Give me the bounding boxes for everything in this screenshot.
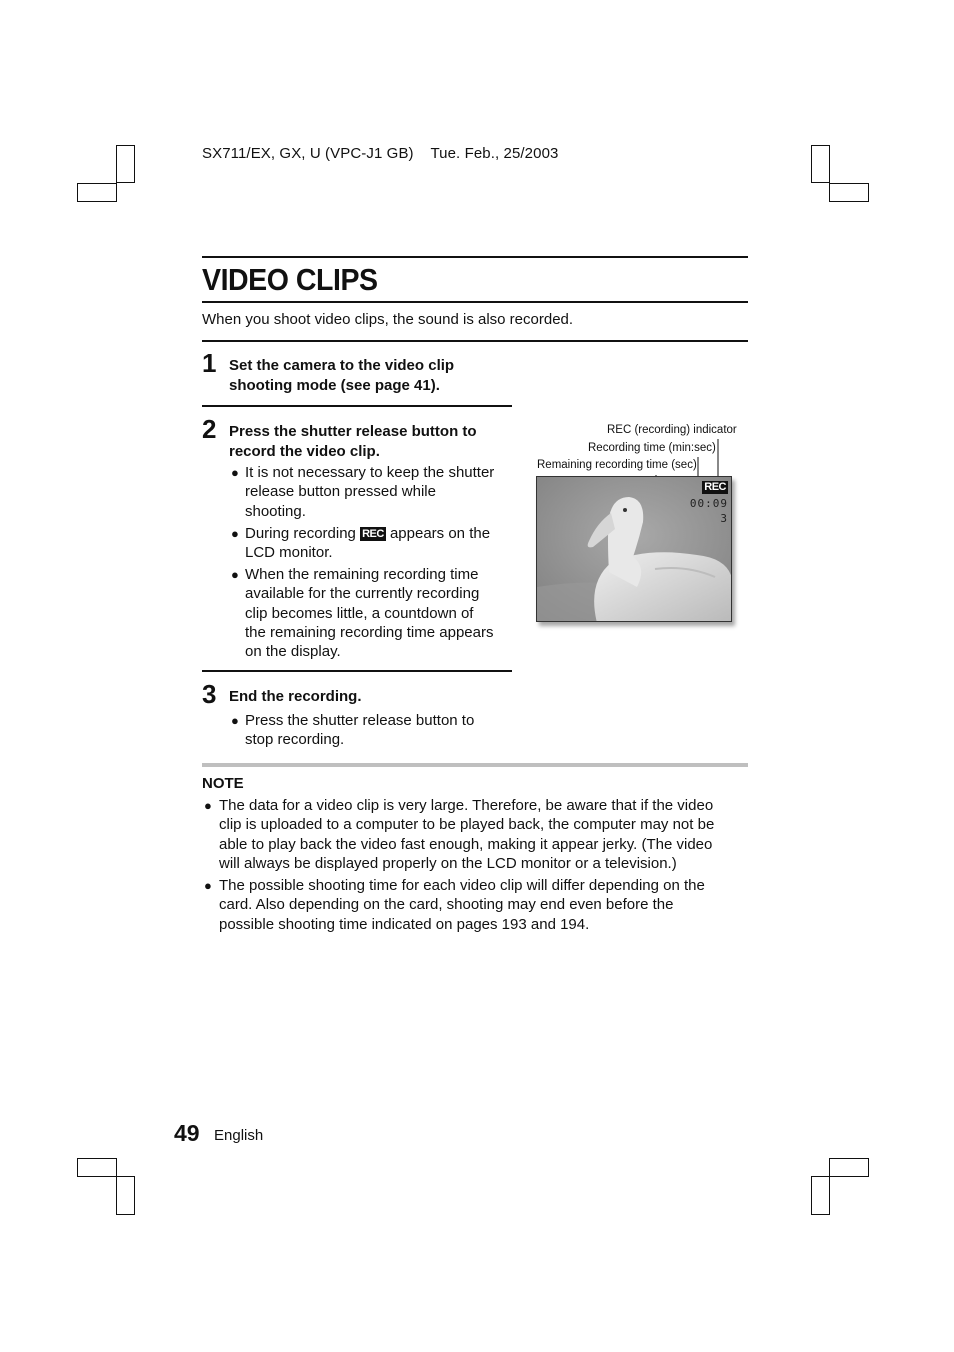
overlay-remaining-time: 3	[720, 512, 727, 525]
crop-mark-bottom-right-horizontal	[829, 1158, 869, 1177]
callout-rec-indicator: REC (recording) indicator	[607, 424, 737, 436]
bullet-dot: ●	[204, 878, 212, 893]
bullet-dot: ●	[204, 798, 212, 813]
step-2-text: Press the shutter release button to record the video clip.	[229, 423, 477, 460]
step-1-number: 1	[202, 348, 217, 378]
crop-mark-bottom-right-vertical	[811, 1176, 830, 1215]
bullet-dot: ●	[231, 465, 239, 480]
note-heading: NOTE	[202, 775, 244, 792]
bullet-dot: ●	[231, 526, 239, 541]
step-3-text: End the recording.	[229, 688, 362, 705]
callout-remaining-time: Remaining recording time (sec)	[537, 459, 697, 471]
note-bullet-1: ● The data for a video clip is very large. Therefore, be aware that if the video clip is uploaded to a computer to be played back, the computer may not be able to play back the video fast enough, making it appear jerky. (The video will always be displayed properly on the LCD monitor or a television.)	[204, 797, 715, 872]
crop-mark-bottom-left-vertical	[116, 1176, 135, 1215]
step-3-number: 3	[202, 679, 217, 709]
page-number: 49	[174, 1120, 200, 1146]
step-2-bullet-1: ● It is not necessary to keep the shutter release button pressed while shooting.	[231, 464, 495, 520]
intro-text: When you shoot video clips, the sound is also recorded.	[202, 311, 574, 328]
overlay-rec-indicator: REC	[704, 481, 726, 493]
callout-recording-time: Recording time (min:sec)	[588, 442, 716, 454]
note-bullet-2: ● The possible shooting time for each video clip will differ depending on the card. Also depending on the card, shooting may end even before the possible shooting time indicated on pages 193 and 194.	[204, 877, 705, 933]
step-2-bullet-2: ● During recording REC appears on the LCD monitor.	[231, 525, 491, 562]
rec-indicator-icon: REC	[362, 528, 384, 540]
overlay-recording-time: 00:09	[689, 497, 728, 510]
step-2-bullet-3: ● When the remaining recording time available for the currently recording clip becomes little, a countdown of the remaining recording time appears on the display.	[231, 566, 494, 661]
step-3-bullet-1: ● Press the shutter release button to stop recording.	[231, 712, 475, 749]
print-header: SX711/EX, GX, U (VPC-J1 GB) Tue. Feb., 25/2003	[202, 145, 559, 162]
crop-mark-bottom-left-horizontal	[77, 1158, 117, 1177]
step-1-text: Set the camera to the video clip shooting mode (see page 41).	[229, 357, 455, 394]
page-language: English	[214, 1127, 264, 1144]
bullet-dot: ●	[231, 713, 239, 728]
lcd-preview-image	[536, 476, 732, 622]
page-title: VIDEO CLIPS	[202, 262, 378, 297]
bullet-dot: ●	[231, 567, 239, 582]
step-2-number: 2	[202, 414, 217, 444]
note-divider	[202, 763, 748, 767]
